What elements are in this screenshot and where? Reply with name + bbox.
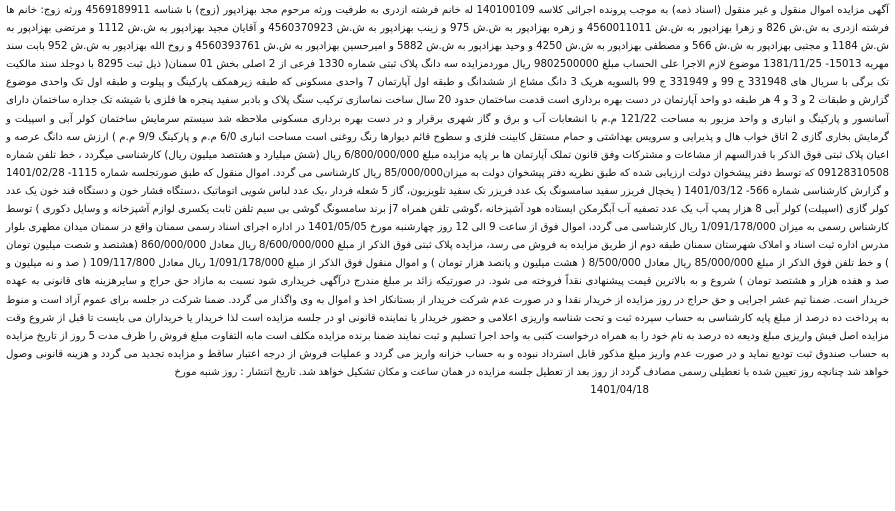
publish-date: 1401/04/18 — [590, 384, 649, 396]
auction-notice-body: آگهی مزایده اموال منقول و غیر منقول (اسناد ذمه) به موجب پرونده اجرائی کلاسه 140100109 له خانم فرشته ازدری به طرفیت ورثه مرحوم مجد بهزادپور (زوج) با شناسه 4569189911 ورثه زوج: خانم ها فرشته ازدری به ش.ش 826 و زهرا بهزادپور به ش.ش 4560011011 و زهره بهزادپور به ش.ش 975 و زینب بهزادپور به ش.ش 4560370923 و آقایان مجید بهزادپور به ش.ش 1112 و مرتضی بهزادپور به ش.ش 1184 و مجتبی بهزادپور به ش.ش 566 و مصطفی بهزادپور به ش.ش 4250 و وحید بهزادپور به ش.ش 5882 و امیرحسین بهزادپور به ش.ش 4560393761 و روح الله بهزادپور به ش.ش 952 بابت سند مهریه 15013- 1381/11/25 موضوع لازم الاجرا علی الحساب مبلغ 9802500000 ریال موردمزایده سه دانگ پلاک ثبتی شماره 1330 فرعی از 2 اصلی بخش 01 سمنان( ذیل ثبت 8295 با دوجلد سند مالکیت تک برگی با سریال های 331948 ج 99 و 331949 ج 99 بالسویه هریک 3 دانگ مشاع از ششدانگ و طبقه اول آپارتمان 7 واحدی مسکونی که طبقه زیرهمکف پارکینگ و پیلوت و طبقه اول تک واحدی موضوع گزارش و طبقات 2 و 3 و 4 هر طبقه دو واحد آپارتمان در دست بهره برداری است قدمت ساختمان حدود 20 سال ساخت نماسازی ترکیب سنگ پلاک و بادبر سفید پنجره ها فلزی با شیشه تک جداره ساختمان دارای آسانسور و پارکینگ و انباری و واحد مزبور به مساحت 121/22 م.م با انشعابات آب و برق و گاز شهری برقرار و در دست بهره برداری مسکونی ملاحظه شد سیستم سرمایش ساختمان کولر آبی و اسپیلت و گرمایش بخاری گازی 2 اتاق خواب هال و پذیرایی و سرویس بهداشتی و حمام مستقل کابینت فلزی و سطوح قائم دیوارها رنگ روغنی است مساحت انباری 6/0 م.م و پارکینگ 9/9 م.م ) ارزش سه دانگ عرصه و اعیان پلاک ثبتی فوق الذکر با قدرالسهم از مشاعات و مشترکات وفق قانون تملک آپارتمان ها بر پایه مزایده مبلغ 6/800/000/000 ریال (شش میلیارد و هشتصد میلیون ریال) کارشناسی میگردد ، خط تلفن شماره 09128310508 که توسط دفتر پیشخوان دولت ارزیابی شده که طبق نظریه دفتر پیشخوان دولت به میزان85/000/000 ریال کارشناسی می گردد. اموال منقول که طبق صورتجلسه شماره 1115- 1401/02/28 و گزارش کارشناسی شماره 566- 1401/03/12 ( یخچال فریزر سفید سامسونگ یک عدد فریزر تک سفید تلویزیون، گاز 5 شعله فردار ،یک عدد لباس شویی اتوماتیک ،دستگاه فشار خون و دستگاه قند خون یک عدد کولر گازی (اسپیلت) کولر آبی 8 هزار پمپ آب یک عدد تصفیه آب آبگرمکن ایستاده هود آشپزخانه ،گوشی تلفن همراه j7 برند سامسونگ گوشی بی سیم تلفن ثابت یکسری لوازم آشپزخانه و وسایل دکوری ) توسط کارشناس رسمی به میزان 1/091/178/000 ریال کارشناسی می گردد، اموال فوق از ساعت 9 الی 12 روز چهارشنبه مورخ 1401/05/05 در اداره اجرای اسناد رسمی سمنان واقع در سمنان میدان مطهری بلوار مدرس اداره ثبت اسناد و املاک شهرستان سمنان طبقه دوم از طریق مزایده به فروش می رسد، مزایده پلاک ثبتی فوق الذکر از مبلغ 8/600/000/000 ریال معادل 860/000/000 (هشتصد و شصت میلیون تومان ) و خط تلفن فوق الذکر از مبلغ 85/000/000 ریال معادل 8/500/000 ( هشت میلیون و پانصد هزار تومان ) و اموال منقول فوق الذکر از مبلغ 1/091/178/000 ریال معادل 109/117/800 ( صد و نه میلیون و صد و هفده هزار و هشتصد تومان ) شروع و به بالاترین قیمت پیشنهادی نقداً فروخته می شود. در صورتیکه زائد بر مبلغ مندرج درآگهی خریداری شود نسبت به مازاد حق حراج و سایرهزینه های قانونی به عهده خریدار است. ضمنا تیم عشر اجرایی و حق حراج در روز مزایده از خریدار نقدا و در صورت عدم شرکت خریدار از بستانکار اخذ و اموال به وی واگذار می گردد. ضمنا شرکت در جلسه برای عموم آزاد است و منوط به پرداخت ده درصد از مبلغ پایه کارشناسی به حساب سپرده ثبت و تحت شناسه واریزی اعلامی و حضور خریدار یا نماینده قانونی او در جلسه مزایده است لذا خریدار یا خریداران می بایست تا قبل از شروع وقت مزایده اصل فیش واریزی مبلغ ودیعه ده درصد به نام خود را به همراه درخواست کتبی به واحد اجرا تسلیم و ثبت نمایند ضمنا برنده مزایده مکلف است مابه التفاوت مبلغ فروش را ظرف مدت 5 روز از تاریخ مزایده به حساب صندوق ثبت تودیع نماید و در صورت عدم واریز مبلغ مذکور قابل استرداد نبوده و به حساب خزانه واریز می گردد و عملیات فروش از درجه اعتبار ساقط و مزایده تجدید می گردد و هزینه قانونی وصول خواهد شد چنانچه روز تعیین شده با تعطیلی رسمی مصادف گردد از روز بعد از تعطیل جلسه مزایده در همان ساعت و مکان تشکیل خواهد شد. تاریخ انتشار : روز شنبه مورخ — [6, 5, 890, 378]
